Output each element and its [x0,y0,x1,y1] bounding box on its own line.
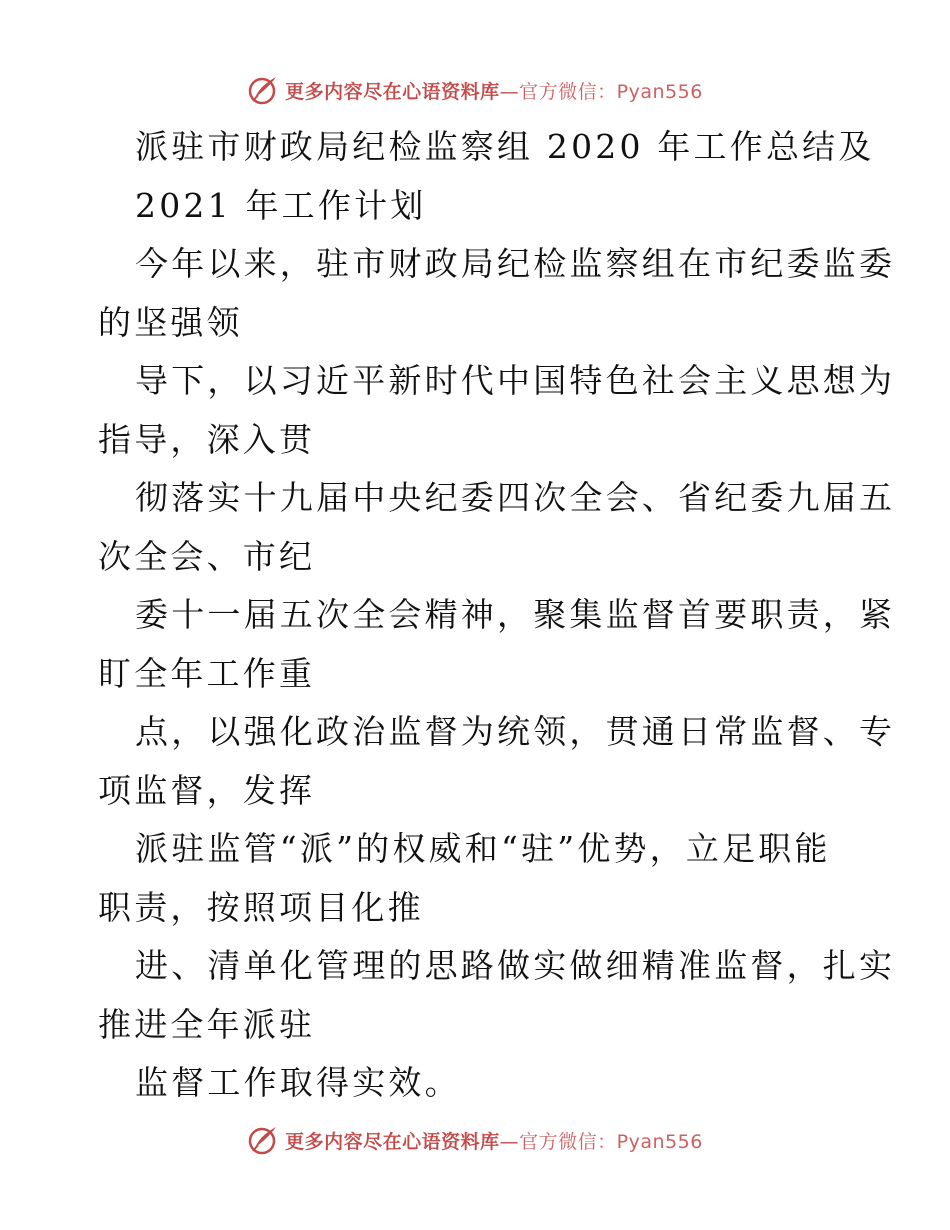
document-title-line: 2021 年工作计划 [135,185,427,225]
paragraph-line: 点，以强化政治监督为统领，贯通日常监督、专 [135,712,896,751]
paragraph-line: 派驻监管“派”的权威和“驻”优势，立足职能 [135,829,831,868]
paragraph-line: 推进全年派驻 [98,1004,316,1044]
document-body [98,118,896,1113]
paragraph-line: 盯全年工作重 [98,653,316,693]
watermark-prefix: 更多内容尽在心语资料库 [285,1130,500,1153]
paragraph-line: 监督工作取得实效。 [135,1063,461,1102]
quill-logo-icon [247,1124,279,1156]
paragraph-line: 导下，以习近平新时代中国特色社会主义思想为 [135,361,896,400]
watermark-wechat: 官方微信：Pyan556 [519,1130,703,1153]
watermark-prefix: 更多内容尽在心语资料库 [285,80,500,103]
document-title-line: 派驻市财政局纪检监察组 2020 年工作总结及 [135,127,875,166]
paragraph-line: 的坚强领 [98,302,243,342]
paragraph-line: 委十一届五次全会精神，聚集监督首要职责，紧 [135,595,896,634]
watermark-separator: — [499,1130,520,1153]
watermark-footer [0,1118,950,1162]
paragraph-line: 彻落实十九届中央纪委四次全会、省纪委九届五 [135,478,896,517]
watermark-wechat: 官方微信：Pyan556 [519,80,703,103]
watermark-text [285,77,703,104]
paragraph-line: 次全会、市纪 [98,536,316,576]
paragraph-line: 职责，按照项目化推 [98,887,424,927]
quill-logo-icon [247,74,279,106]
watermark-header [0,68,950,112]
watermark-separator: — [499,80,520,103]
paragraph-line: 项监督，发挥 [98,770,316,810]
watermark-text [285,1127,703,1154]
paragraph-line: 今年以来，驻市财政局纪检监察组在市纪委监委 [135,244,896,283]
paragraph-line: 指导，深入贯 [98,419,316,459]
paragraph-line: 进、清单化管理的思路做实做细精准监督，扎实 [135,946,896,985]
